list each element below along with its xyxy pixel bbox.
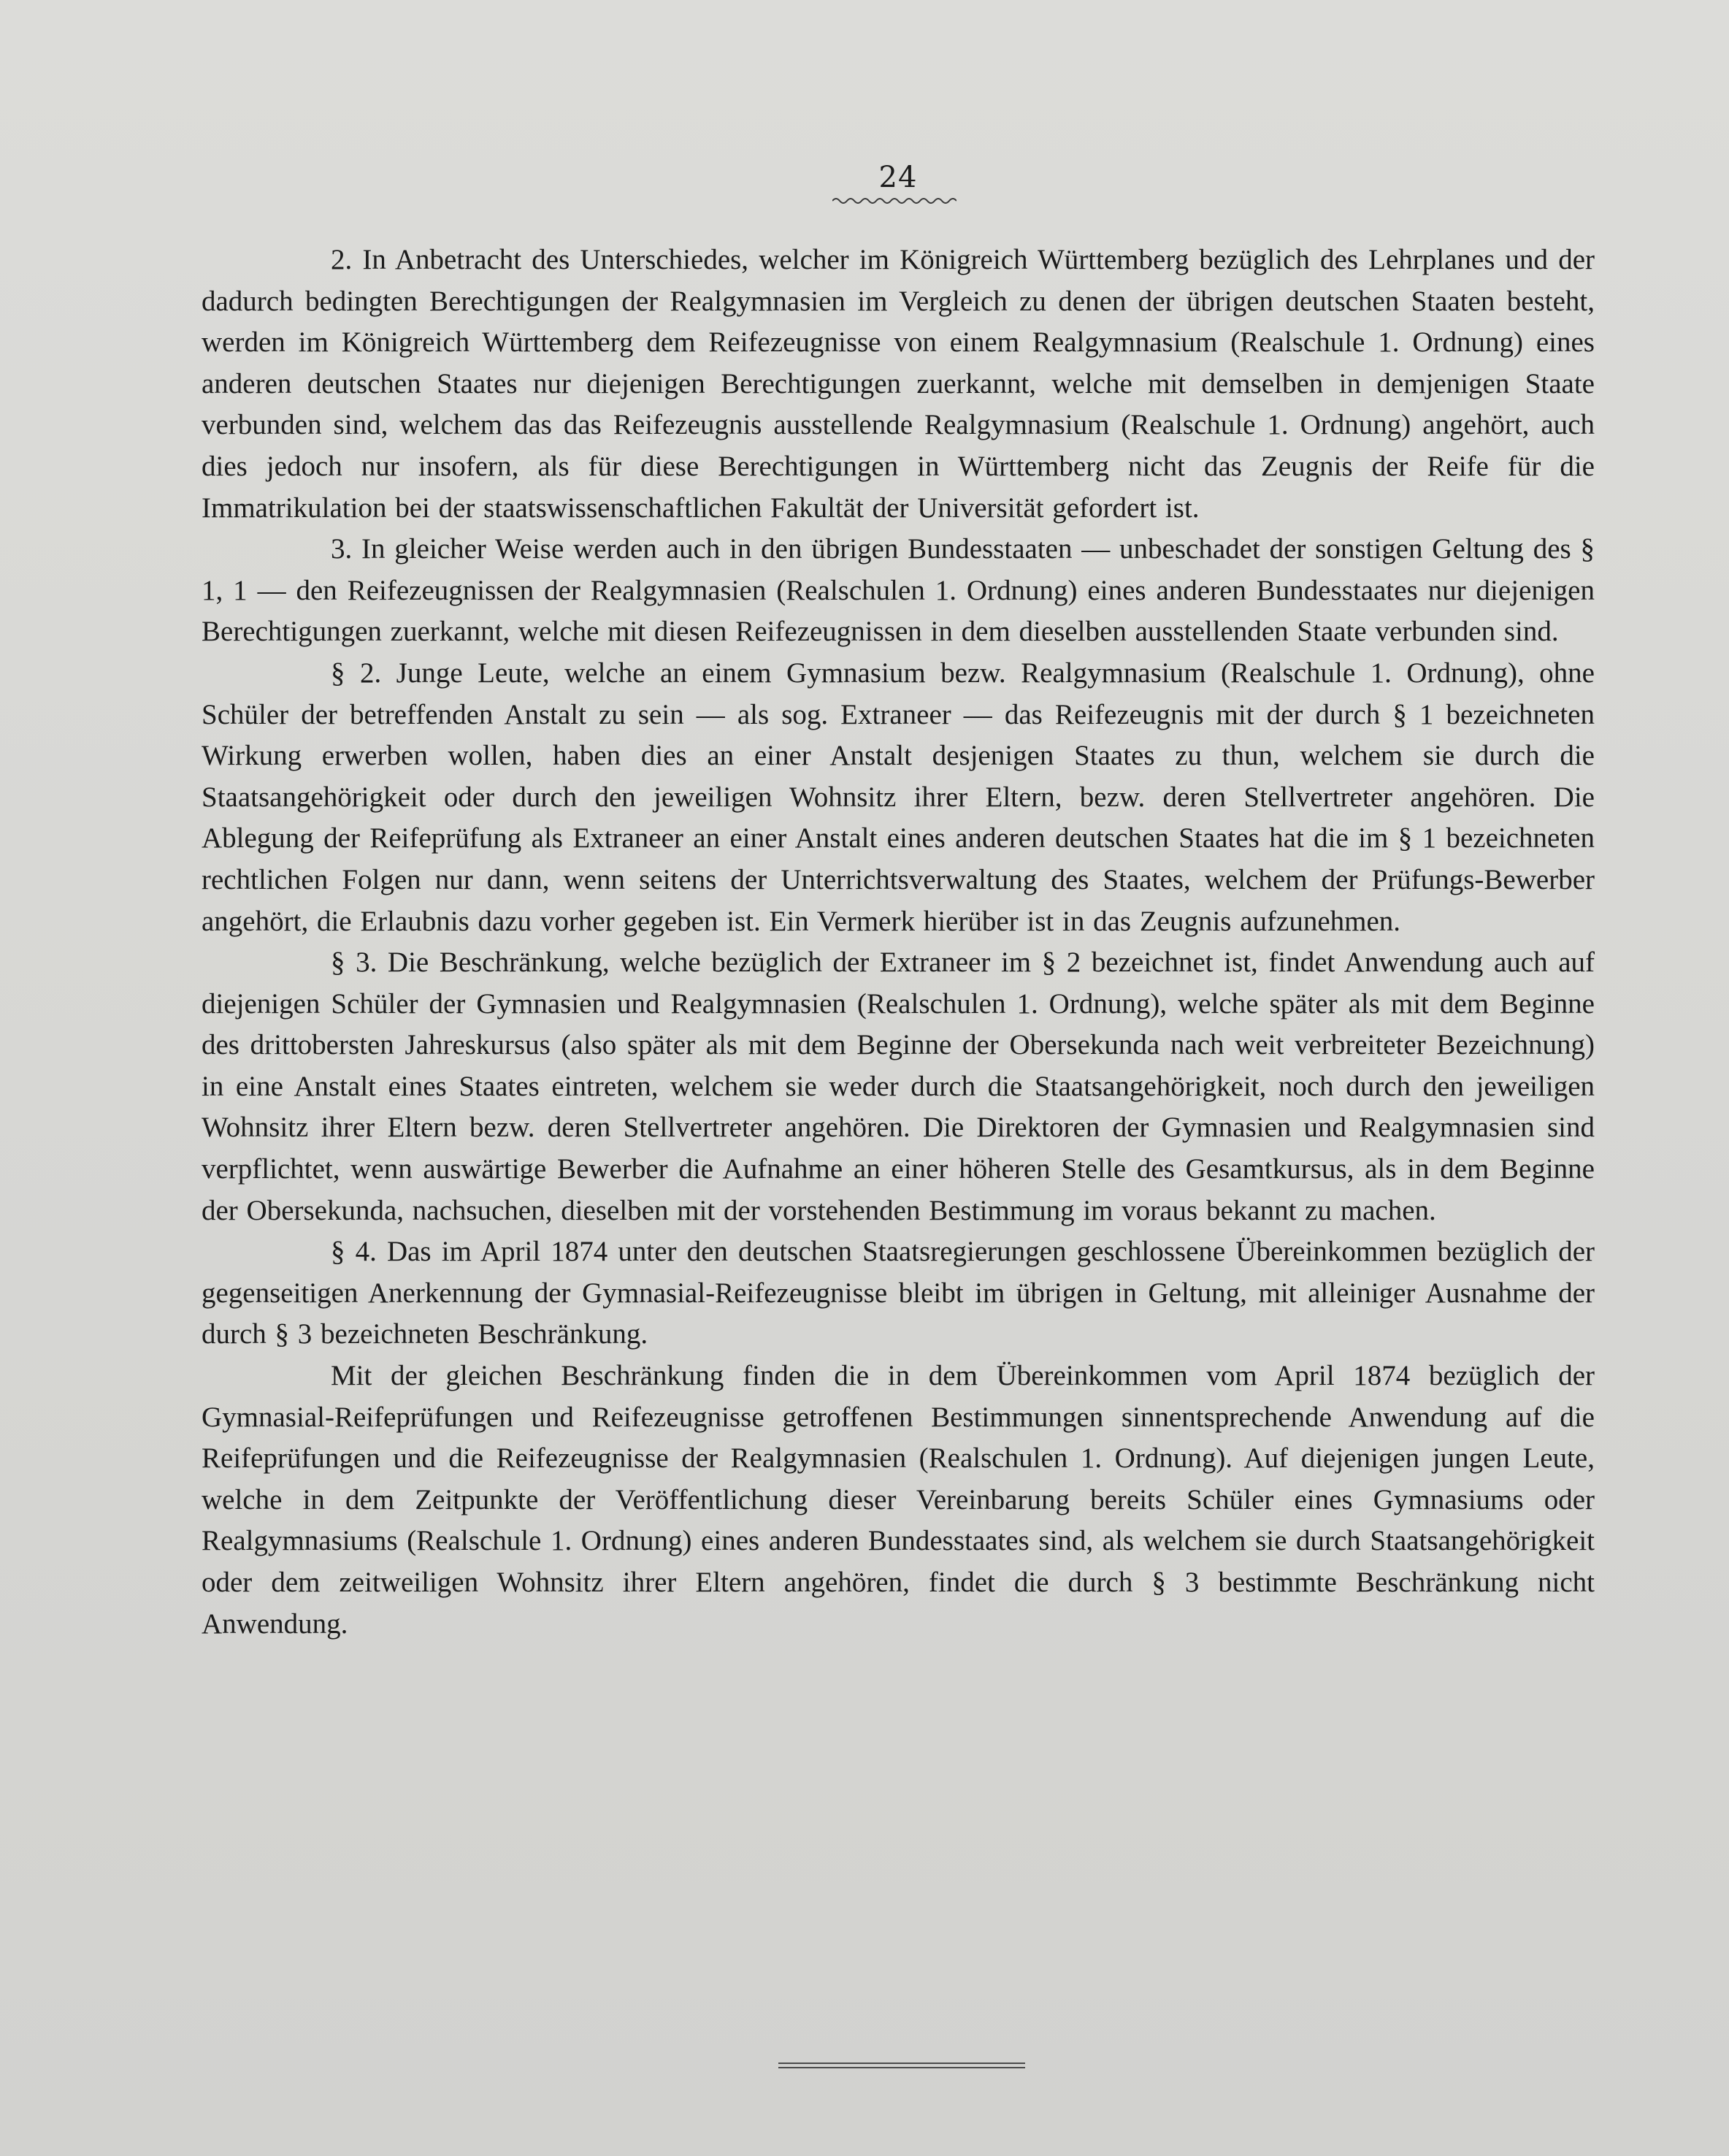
closing-paragraph: Mit der gleichen Beschränkung finden die in dem Übereinkommen vom April 1874 bezüglich der Gymnasial-Reifeprüfungen und Reifezeugnisse getroffenen Bestimmungen sinnentsprechende Anwendung auf die Reifeprüfungen und die Reifezeugnisse der Realgymnasien (Realschulen 1. Ordnung). Auf diejenigen jungen Leute, welche in dem Zeitpunkte der Veröffentlichung dieser Vereinbarung bereits Schüler eines Gymnasiums oder Realgymnasiums (Realschule 1. Ordnung) eines anderen Bundesstaates sind, als welchem sie durch Staatsangehörigkeit oder dem zeitweiligen Wohnsitz ihrer Eltern angehören, findet die durch § 3 bestimmte Beschränkung nicht Anwendung. <box>202 1360 1595 1640</box>
page-number-ornament <box>832 196 956 206</box>
paragraph-2: 2. In Anbetracht des Unterschiedes, welcher im Königreich Württemberg bezüglich des Lehrplanes und der dadurch bedingten Berechtigungen der Realgymnasien im Vergleich zu denen der übrigen deutschen Staaten besteht, werden im Königreich Württemberg dem Reifezeugnisse von einem Realgymnasium (Realschule 1. Ordnung) eines anderen deutschen Staates nur diejenigen Berechtigungen zuerkannt, welche mit demselben in demjenigen Staate verbunden sind, welchem das das Reifezeugnis ausstellende Realgymnasium (Realschule 1. Ordnung) angehört, auch dies jedoch nur insofern, als für diese Berechtigungen in Württemberg nicht das Zeugnis der Reife für die Immatrikulation bei der staatswissenschaftlichen Fakultät der Universität gefordert ist. <box>202 244 1595 524</box>
end-rule <box>778 2063 1025 2070</box>
paragraph-3: 3. In gleicher Weise werden auch in den übrigen Bundesstaaten — unbeschadet der sonstigen Geltung des § 1, 1 — den Reifezeugnissen der Realgymnasien (Realschulen 1. Ordnung) eines anderen Bundesstaates nur diejenigen Berechtigungen zuerkannt, welche mit diesen Reifezeugnissen in dem dieselben ausstellenden Staate verbunden sind. <box>202 533 1595 648</box>
section-3-paragraph: § 3. Die Beschränkung, welche bezüglich der Extraneer im § 2 bezeichnet ist, findet Anwendung auch auf diejenigen Schüler der Gymnasien und Realgymnasien (Realschulen 1. Ordnung), welche später als mit dem Beginne des drittobersten Jahreskursus (also später als mit dem Beginne der Obersekunda nach weit verbreiteter Bezeichnung) in eine Anstalt eines Staates eintreten, welchem sie weder durch die Staatsangehörigkeit, noch durch den jeweiligen Wohnsitz ihrer Eltern bezw. deren Stellvertreter angehören. Die Direktoren der Gymnasien und Realgymnasien sind verpflichtet, wenn auswärtige Bewerber die Aufnahme an einer höheren Stelle des Gesamtkursus, als in dem Beginne der Obersekunda, nachsuchen, dieselben mit der vorstehenden Bestimmung im voraus bekannt zu machen. <box>202 947 1595 1226</box>
body-text <box>202 240 1595 1645</box>
section-2-paragraph: § 2. Junge Leute, welche an einem Gymnasium bezw. Realgymnasium (Realschule 1. Ordnung), ohne Schüler der betreffenden Anstalt zu sein — als sog. Extraneer — das Reifezeugnis mit der durch § 1 bezeichneten Wirkung erwerben wollen, haben dies an einer Anstalt desjenigen Staates zu thun, welchem sie durch die Staatsangehörigkeit oder durch den jeweiligen Wohnsitz ihrer Eltern, bezw. deren Stellvertreter angehören. Die Ablegung der Reifeprüfung als Extraneer an einer Anstalt eines anderen deutschen Staates hat die im § 1 bezeichneten rechtlichen Folgen nur dann, wenn seitens der Unterrichtsverwaltung des Staates, welchem der Prüfungs-Bewerber angehört, die Erlaubnis dazu vorher gegeben ist. Ein Vermerk hierüber ist in das Zeugnis aufzunehmen. <box>202 657 1595 937</box>
section-4-paragraph: § 4. Das im April 1874 unter den deutschen Staatsregierungen geschlossene Übereinkommen bezüglich der gegenseitigen Anerkennung der Gymnasial-Reifezeugnisse bleibt im übrigen in Geltung, mit alleiniger Ausnahme der durch § 3 bezeichneten Beschränkung. <box>202 1236 1595 1350</box>
page-number: 24 <box>878 161 918 194</box>
